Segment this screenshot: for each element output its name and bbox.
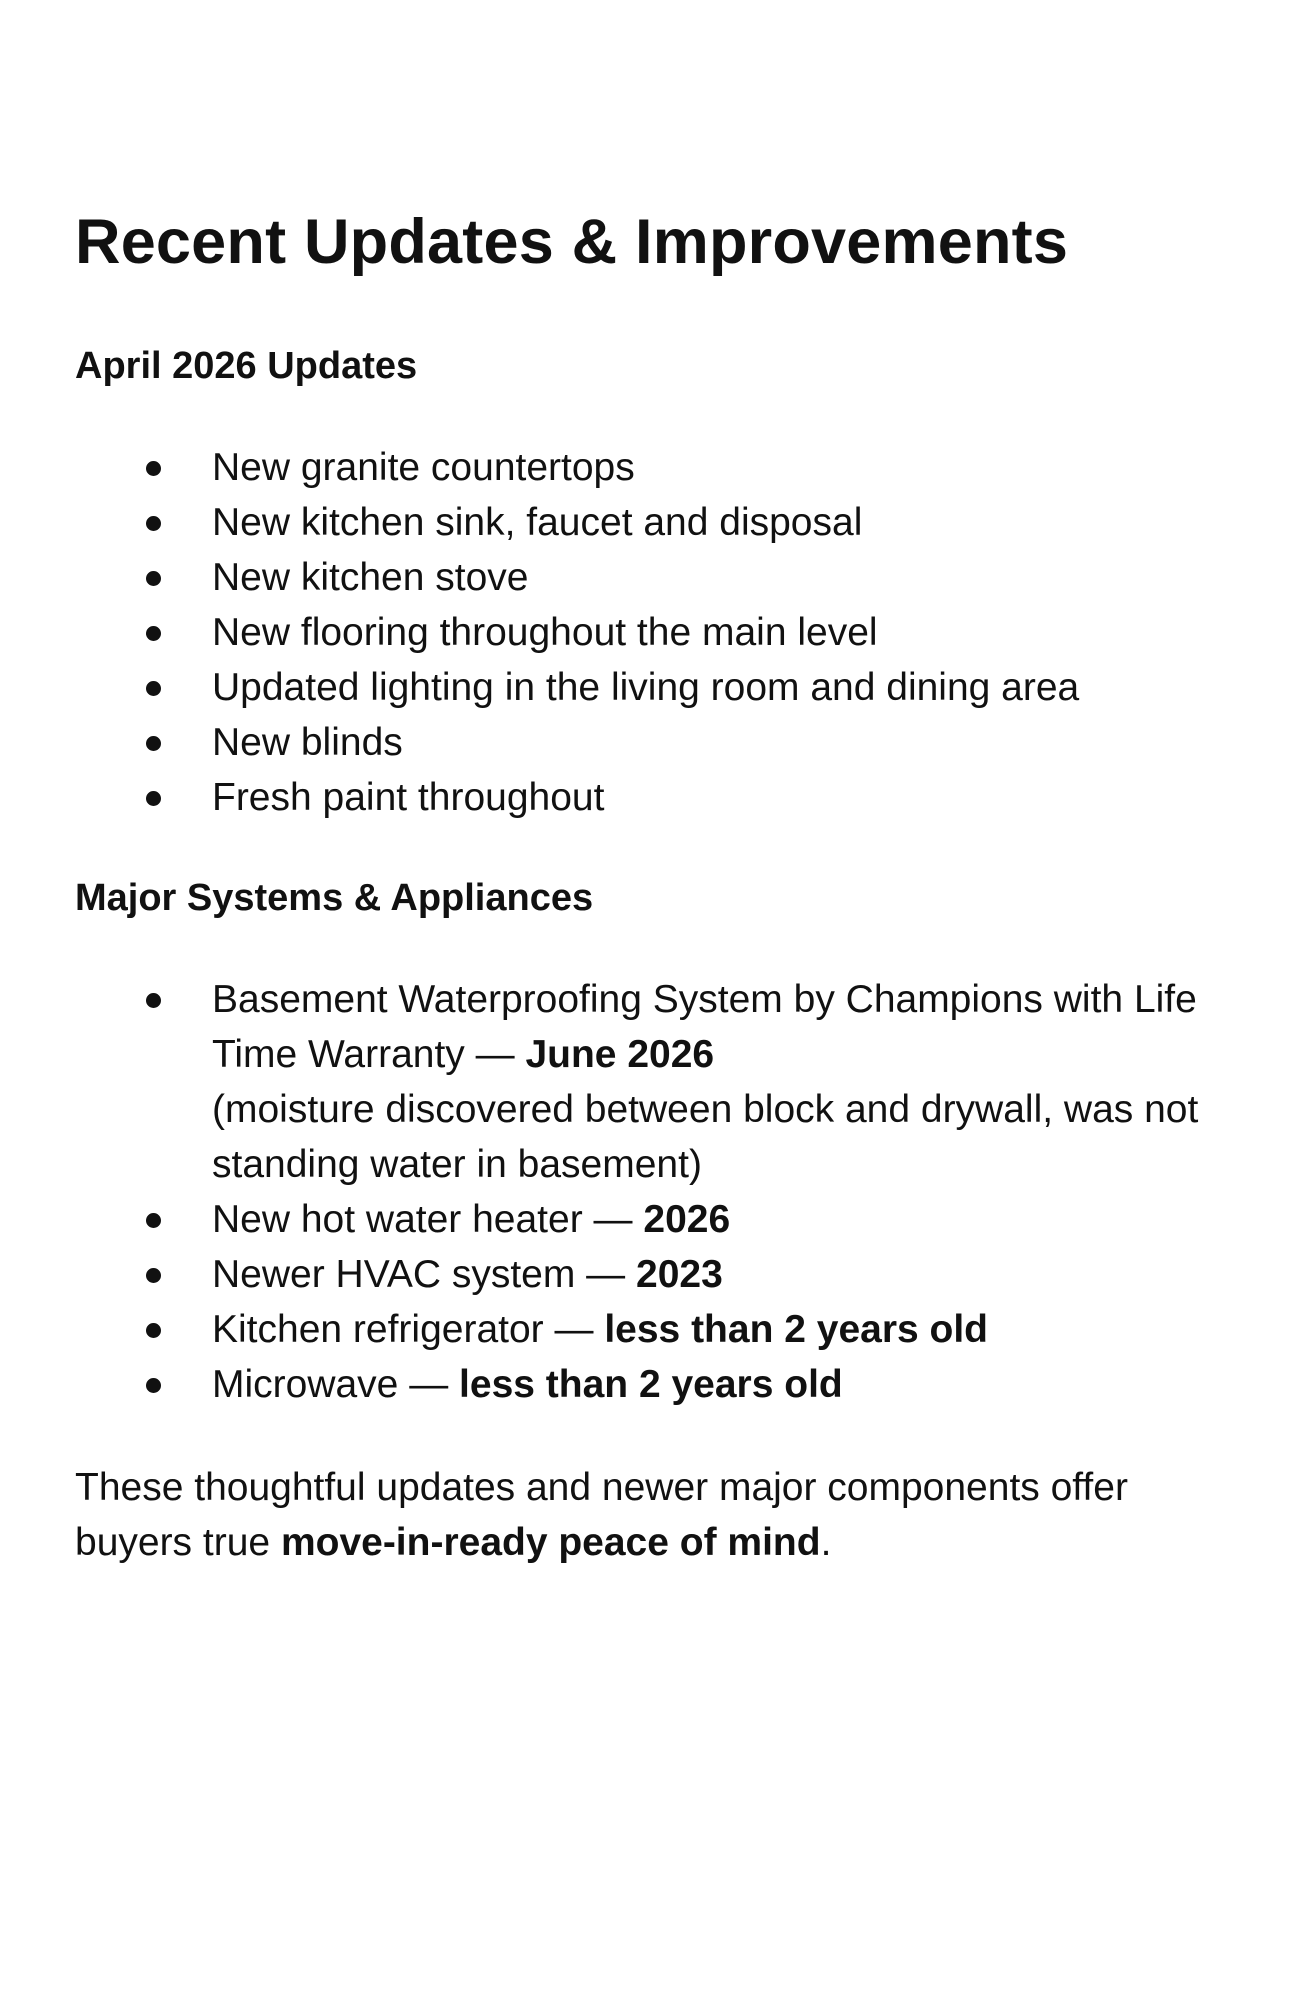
list-item bbox=[75, 972, 1250, 1192]
bullet-icon bbox=[146, 626, 161, 641]
page-title: Recent Updates & Improvements bbox=[75, 207, 1069, 277]
list-item bbox=[75, 715, 1250, 770]
list-item-label: Basement Waterproofing System by Champions with Life Time Warranty — bbox=[212, 978, 1197, 1076]
list-item bbox=[75, 605, 1250, 660]
list-item-label: New hot water heater — bbox=[212, 1198, 644, 1241]
list-item-text: New blinds bbox=[212, 721, 403, 764]
section-heading-april-updates: April 2026 Updates bbox=[75, 345, 418, 387]
list-item-value: June 2026 bbox=[525, 1033, 715, 1076]
list-item-text bbox=[212, 972, 1250, 1192]
list-item bbox=[75, 660, 1250, 715]
bullet-icon bbox=[146, 1213, 161, 1228]
list-item bbox=[75, 495, 1250, 550]
bullet-icon bbox=[146, 791, 161, 806]
bullet-icon bbox=[146, 1378, 161, 1393]
list-item-label: Kitchen refrigerator — bbox=[212, 1308, 605, 1351]
list-item-label: Microwave — bbox=[212, 1363, 460, 1406]
bullet-icon bbox=[146, 461, 161, 476]
list-item-text: New kitchen stove bbox=[212, 556, 529, 599]
list-item-value: less than 2 years old bbox=[604, 1308, 989, 1351]
bullet-icon bbox=[146, 681, 161, 696]
list-item-value: less than 2 years old bbox=[459, 1363, 843, 1406]
bullet-icon bbox=[146, 516, 161, 531]
list-item-text: Updated lighting in the living room and dining area bbox=[212, 666, 1080, 709]
list-item-value: 2023 bbox=[636, 1253, 723, 1296]
list-item bbox=[75, 1192, 1250, 1247]
list-item bbox=[75, 1247, 1250, 1302]
closing-punctuation: . bbox=[820, 1521, 832, 1564]
bullet-icon bbox=[146, 571, 161, 586]
list-item bbox=[75, 550, 1250, 605]
list-item-text bbox=[212, 1247, 1250, 1302]
list-item-value: 2026 bbox=[643, 1198, 731, 1241]
closing-text: These thoughtful updates and newer major components offer buyers true bbox=[75, 1466, 1128, 1564]
list-item-text: New flooring throughout the main level bbox=[212, 611, 878, 654]
bullet-icon bbox=[146, 1323, 161, 1338]
list-item bbox=[75, 440, 1250, 495]
bullet-icon bbox=[146, 736, 161, 751]
april-updates-list bbox=[75, 440, 1250, 825]
list-item-text bbox=[212, 1302, 1250, 1357]
list-item bbox=[75, 1302, 1250, 1357]
list-item-text: New granite countertops bbox=[212, 446, 635, 489]
major-systems-list bbox=[75, 972, 1250, 1412]
list-item-text bbox=[212, 1192, 1250, 1247]
list-item-label: Newer HVAC system — bbox=[212, 1253, 637, 1296]
section-heading-major-systems: Major Systems & Appliances bbox=[75, 877, 594, 919]
closing-paragraph bbox=[75, 1460, 1250, 1570]
list-item-text: New kitchen sink, faucet and disposal bbox=[212, 501, 863, 544]
list-item-text: Fresh paint throughout bbox=[212, 776, 605, 819]
closing-emphasis: move-in-ready peace of mind bbox=[280, 1521, 821, 1564]
bullet-icon bbox=[146, 1268, 161, 1283]
list-item bbox=[75, 770, 1250, 825]
list-item bbox=[75, 1357, 1250, 1412]
list-item-note: (moisture discovered between block and drywall, was not standing water in basement) bbox=[212, 1088, 1199, 1186]
list-item-text bbox=[212, 1357, 1250, 1412]
bullet-icon bbox=[146, 993, 161, 1008]
